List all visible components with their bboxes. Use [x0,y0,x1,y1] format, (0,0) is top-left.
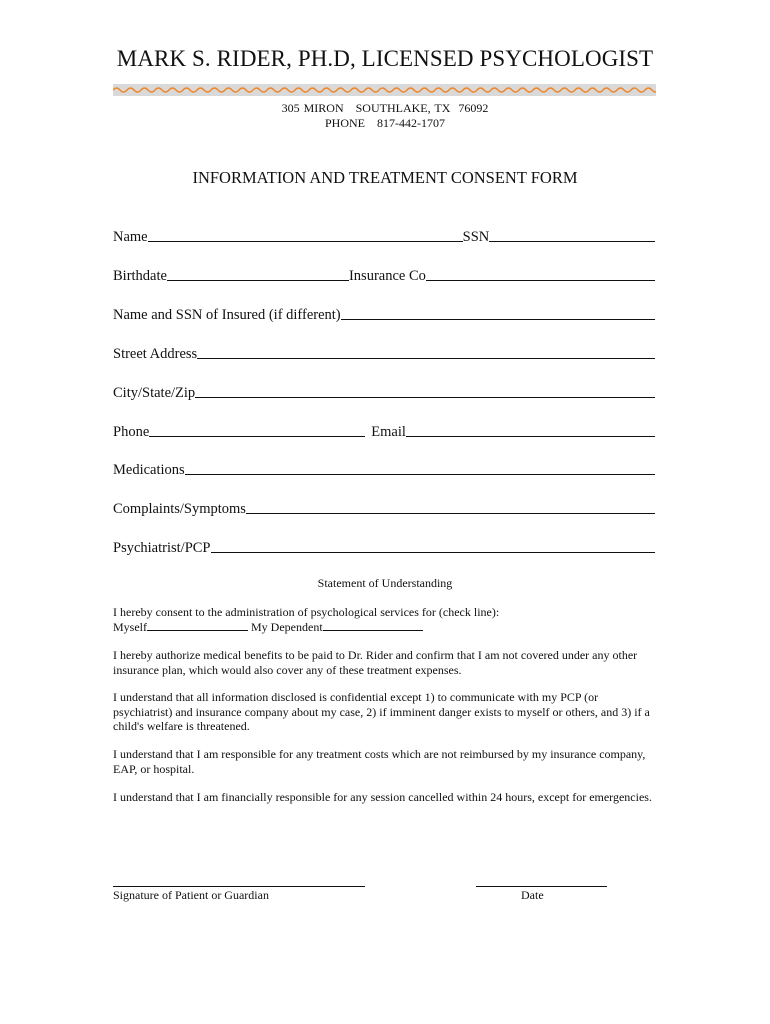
medications-label: Medications [113,462,185,478]
form-title: INFORMATION AND TREATMENT CONSENT FORM [192,168,578,187]
birthdate-insurance-row [113,265,655,285]
psychiatrist-row [113,537,655,557]
ssn-label: SSN [462,229,490,245]
myself-label: Myself [113,619,147,634]
insurance-co-field[interactable] [426,279,655,281]
psychiatrist-label: Psychiatrist/PCP [113,540,211,556]
birthdate-label: Birthdate [113,268,167,284]
phone-email-row [113,421,655,441]
my-dependent-check-line[interactable] [323,620,423,631]
practice-phone: PHONE 817-442-1707 [325,116,445,130]
complaints-label: Complaints/Symptoms [113,501,246,517]
decorative-header-rule [113,84,656,96]
myself-check-line[interactable] [147,620,248,631]
practice-title: MARK S. RIDER, PH.D, LICENSED PSYCHOLOGIST [116,46,654,71]
street-address-field[interactable] [197,357,655,359]
name-field[interactable] [148,240,463,242]
street-address-row [113,343,655,363]
insurance-co-label: Insurance Co [348,268,426,284]
my-dependent-label: My Dependent [251,619,323,634]
phone-field[interactable] [149,435,365,437]
city-state-zip-field[interactable] [195,396,655,398]
consent-paragraph [113,605,658,634]
confidentiality-paragraph: I understand that all information disclosed is confidential except 1) to communicate with my PCP (or psychiatrist) and insurance company about my case, 2) if imminent danger exists to myself or others, and 3) if a child's welfare is threatened. [113,690,650,733]
street-address-label: Street Address [113,346,198,362]
phone-label: Phone [113,424,150,440]
patient-signature-label: Signature of Patient or Guardian [113,888,269,902]
consent-options [113,620,658,635]
email-label: Email [371,424,406,440]
city-state-zip-row [113,382,655,402]
costs-paragraph: I understand that I am responsible for any treatment costs which are not reimbursed by my insurance company, EAP, or hospital. [113,747,646,776]
complaints-field[interactable] [246,512,655,514]
consent-intro: I hereby consent to the administration of psychological services for (check line): [113,605,500,619]
date-signature-line[interactable] [476,886,607,887]
city-state-zip-label: City/State/Zip [113,385,196,401]
ssn-field[interactable] [489,240,655,242]
practice-address: 305 MIRON SOUTHLAKE, TX 76092 [281,101,489,115]
cancellation-paragraph: I understand that I am financially responsible for any session cancelled within 24 hours, except for emergencies. [113,790,652,804]
date-label: Date [521,888,544,902]
name-ssn-row [113,226,655,246]
email-field[interactable] [406,435,655,437]
complaints-row [113,498,655,518]
benefits-paragraph: I hereby authorize medical benefits to be paid to Dr. Rider and confirm that I am not covered under any other insurance plan, which would also cover any of these treatment expenses. [113,648,638,677]
insured-row [113,304,655,324]
psychiatrist-field[interactable] [211,551,656,553]
medications-field[interactable] [185,473,655,475]
insured-field[interactable] [341,318,655,320]
statement-title: Statement of Understanding [317,576,453,590]
insured-label: Name and SSN of Insured (if different) [113,307,341,323]
patient-signature-line[interactable] [113,886,365,887]
birthdate-field[interactable] [167,279,349,281]
medications-row [113,459,655,479]
practice-contact [0,101,770,131]
name-label: Name [113,229,148,245]
